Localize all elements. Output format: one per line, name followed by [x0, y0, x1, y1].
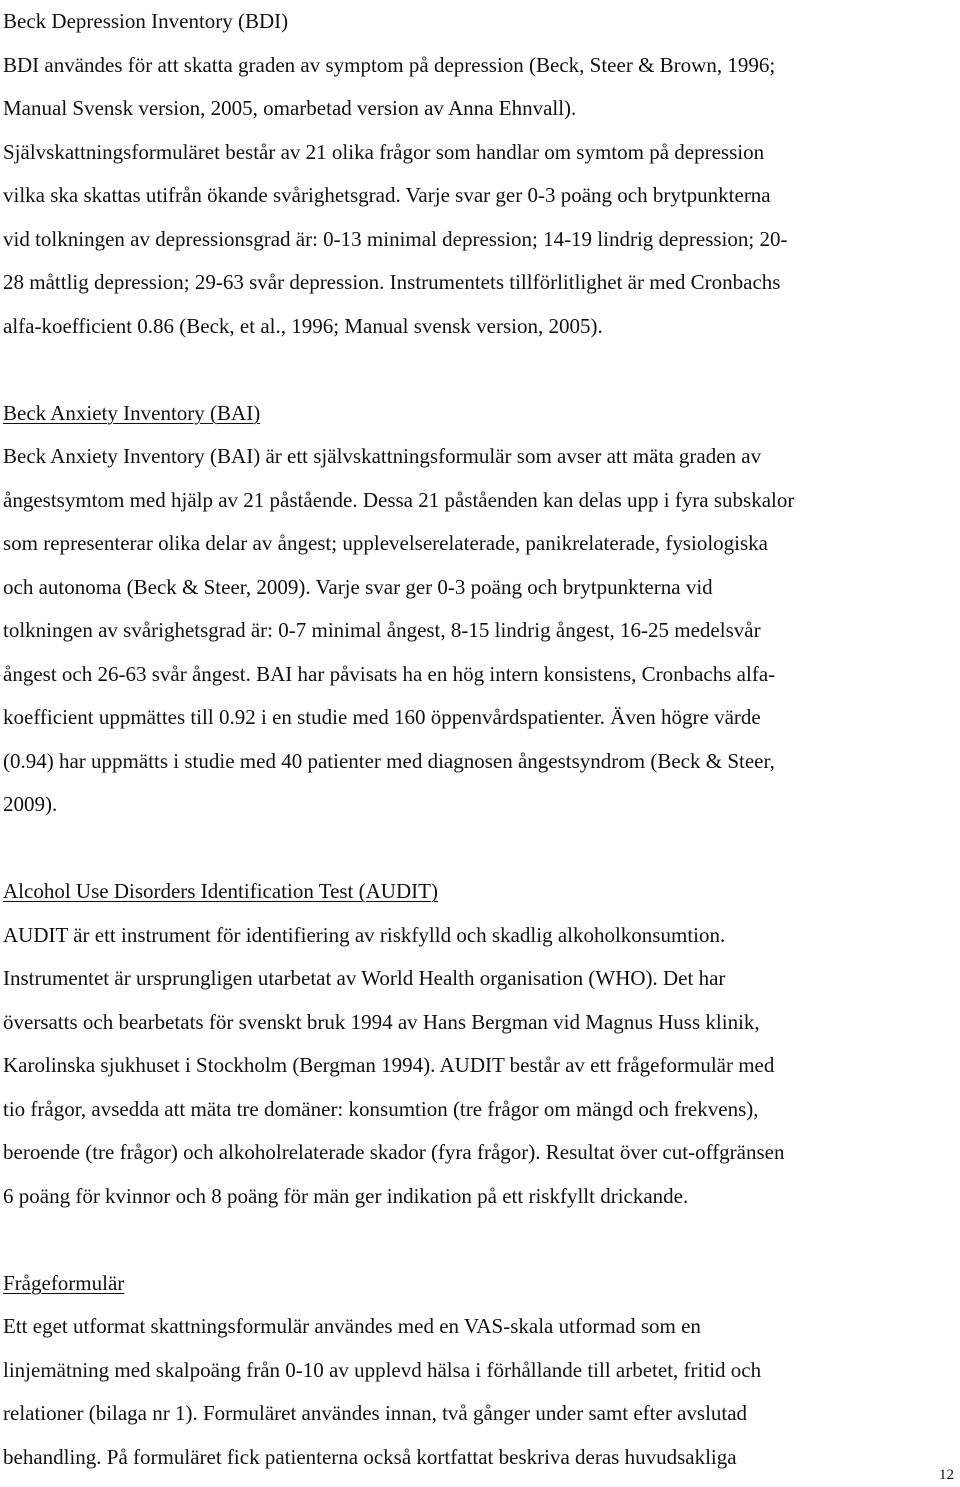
text-line: Karolinska sjukhuset i Stockholm (Bergman 1994). AUDIT består av ett frågeformulär med — [3, 1053, 775, 1077]
text-line: och autonoma (Beck & Steer, 2009). Varje svar ger 0-3 poäng och brytpunkterna vid — [3, 574, 713, 599]
text-line: AUDIT är ett instrument för identifiering av riskfylld och skadlig alkoholkonsumtion. — [3, 922, 726, 947]
section-spacer — [3, 827, 953, 871]
text-line: ångest och 26-63 svår ångest. BAI har påvisats ha en hög intern konsistens, Cronbachs alfa- — [3, 661, 776, 686]
section-bai — [3, 392, 953, 827]
text-line: 2009). — [3, 792, 58, 816]
text-line: tio frågor, avsedda att mäta tre domäner: konsumtion (tre frågor om mängd och frekvens), — [3, 1096, 759, 1121]
text-line: tolkningen av svårighetsgrad är: 0-7 minimal ångest, 8-15 lindrig ångest, 16-25 medelsvår — [3, 618, 761, 642]
text-line: Manual Svensk version, 2005, omarbetad version av Anna Ehnvall). — [3, 96, 577, 120]
section-heading-audit: Alcohol Use Disorders Identification Test (AUDIT) — [3, 879, 438, 903]
section-body-questionnaire — [3, 1305, 953, 1479]
text-line: Beck Anxiety Inventory (BAI) är ett självskattningsformulär som avser att mäta graden av — [3, 444, 762, 468]
section-heading-bai: Beck Anxiety Inventory (BAI) — [3, 400, 261, 425]
section-bdi — [3, 0, 953, 348]
section-body-bai — [3, 435, 953, 827]
text-line: Självskattningsformuläret består av 21 olika frågor som handlar om symtom på depression — [3, 139, 765, 164]
text-line: 28 måttlig depression; 29-63 svår depression. Instrumentets tillförlitlighet är med Cronbachs — [3, 270, 781, 294]
text-line: vilka ska skattas utifrån ökande svårighetsgrad. Varje svar ger 0-3 poäng och brytpunkterna — [3, 183, 771, 207]
text-line: Ett eget utformat skattningsformulär användes med en VAS-skala utformad som en — [3, 1314, 701, 1338]
text-line: koefficient uppmättes till 0.92 i en studie med 160 öppenvårdspatienter. Även högre värde — [3, 705, 761, 729]
text-line: (0.94) har uppmätts i studie med 40 patienter med diagnosen ångestsyndrom (Beck & Steer, — [3, 748, 775, 773]
text-line: ångestsymtom med hjälp av 21 påstående. Dessa 21 påståenden kan delas upp i fyra subskalor — [3, 487, 795, 512]
section-body-bdi — [3, 44, 953, 349]
section-questionnaire — [3, 1262, 953, 1480]
text-line: översatts och bearbetats för svenskt bruk 1994 av Hans Bergman vid Magnus Huss klinik, — [3, 1009, 760, 1034]
text-line: behandling. På formuläret fick patienterna också kortfattat beskriva deras huvudsakliga — [3, 1444, 737, 1469]
text-line: Instrumentet är ursprungligen utarbetat av World Health organisation (WHO). Det har — [3, 966, 726, 990]
section-spacer — [3, 348, 953, 392]
page-number: 12 — [939, 1467, 954, 1483]
text-line: BDI användes för att skatta graden av symptom på depression (Beck, Steer & Brown, 1996; — [3, 52, 776, 77]
text-line: alfa-koefficient 0.86 (Beck, et al., 1996; Manual svensk version, 2005). — [3, 313, 603, 338]
text-line: relationer (bilaga nr 1). Formuläret användes innan, två gånger under samt efter avslutad — [3, 1401, 748, 1425]
section-audit — [3, 870, 953, 1218]
text-line: beroende (tre frågor) och alkoholrelaterade skador (fyra frågor). Resultat över cut-offgränsen — [3, 1140, 785, 1164]
text-line: 6 poäng för kvinnor och 8 poäng för män ger indikation på ett riskfyllt drickande. — [3, 1183, 689, 1208]
text-line: linjemätning med skalpoäng från 0-10 av upplevd hälsa i förhållande till arbetet, fritid och — [3, 1357, 762, 1382]
text-line: vid tolkningen av depressionsgrad är: 0-13 minimal depression; 14-19 lindrig depression; 20- — [3, 226, 788, 251]
section-heading-bdi: Beck Depression Inventory (BDI) — [3, 9, 289, 33]
text-line: som representerar olika delar av ångest; upplevelserelaterade, panikrelaterade, fysiologiska — [3, 531, 768, 555]
section-heading-questionnaire: Frågeformulär — [3, 1270, 125, 1295]
section-spacer — [3, 1218, 953, 1262]
document-page — [3, 0, 953, 1479]
section-body-audit — [3, 914, 953, 1219]
